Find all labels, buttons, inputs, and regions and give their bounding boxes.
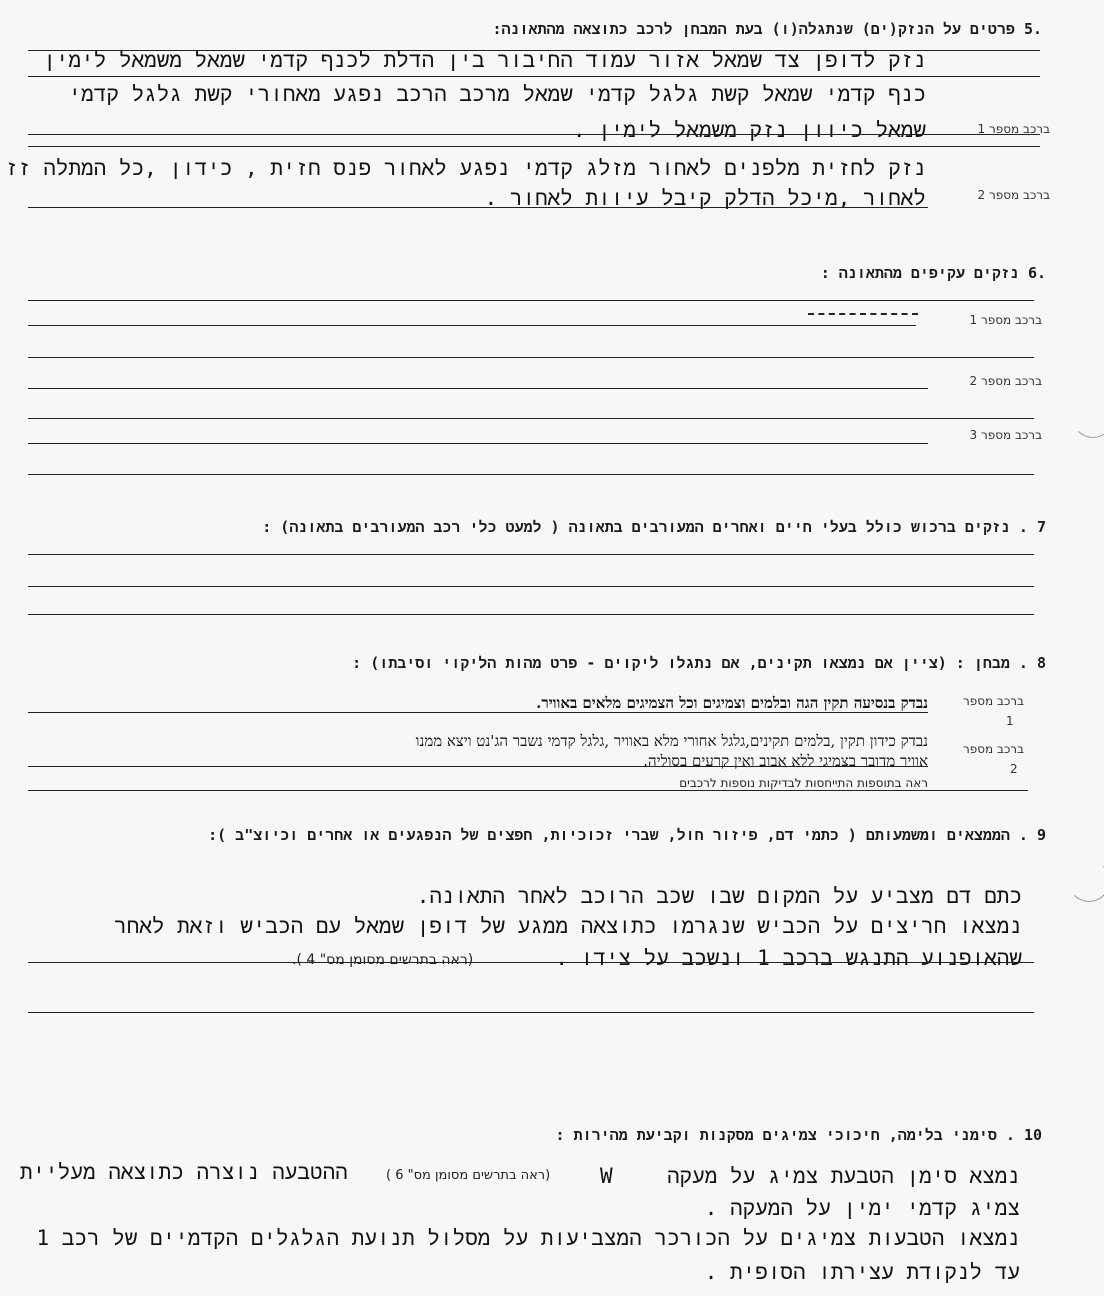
- section-8-vehicle-2-line-2: אוויר מדובר בצמיגי ללא אבוב ואין קרעים בסוליה.: [643, 752, 928, 770]
- section-9-line-1: כתם דם מצביע על המקום שבו שכב הרוכב לאחר התאונה.: [416, 884, 1022, 908]
- section-8-vehicle-1-number: 1: [1006, 714, 1014, 728]
- section-5-vehicle-1-line-1: נזק לדופן צד שמאל אזור עמוד החיבור בין הדלת לכנף קדמי שמאל משמאל לימין: [43, 48, 926, 72]
- section-8-heading: 8 . מבחן : (ציין אם נמצאו תקינים, אם נתגלו ליקוים - פרט מהות הליקוי וסיבתו) :: [352, 654, 1046, 672]
- section-8-vehicle-2-label: ברכב מספר: [962, 742, 1024, 756]
- answer-line: [28, 388, 928, 389]
- divider: [28, 76, 1040, 77]
- answer-line: [28, 300, 1034, 301]
- answer-line: [28, 418, 1034, 419]
- answer-line: [28, 207, 928, 208]
- section-8-vehicle-2-number: 2: [1010, 762, 1018, 776]
- answer-line: [28, 146, 1040, 147]
- section-5-heading: .5 פרטים על הנזק(ים) שנתגלה(ו) בעת המבחן לרכב כתוצאה מהתאונה:: [492, 20, 1042, 38]
- answer-line: [28, 325, 916, 326]
- answer-line: [28, 554, 1034, 555]
- answer-line: [28, 443, 928, 444]
- section-9-reference: (ראה בתרשים מסומן מס" 4 ).: [292, 952, 474, 968]
- section-5-vehicle-1-line-2: כנף קדמי שמאל קשת גלגל קדמי שמאל מרכב הרכב נפגע מאחורי קשת גלגל קדמי: [68, 82, 926, 106]
- section-10-line-1-mark: W: [600, 1164, 613, 1188]
- section-9-heading: 9 . הממצאים ומשמעותם ( כתמי דם, פיזור חול, שברי זכוכיות, חפצים של הנפגעים או אחרים וכיוצ"ב ):: [208, 826, 1046, 844]
- answer-line: [28, 586, 1034, 587]
- section-5-vehicle-1-label: ברכב מספר 1: [977, 122, 1050, 136]
- section-7-heading: 7 . נזקים ברכוש כולל בעלי חיים ואחרים המעורבים בתאונה ( למעט כלי רכב המעורבים בתאונה) :: [262, 518, 1046, 536]
- answer-line: [28, 474, 1034, 475]
- answer-line: [28, 962, 1034, 963]
- answer-line: [28, 134, 1040, 135]
- section-10-line-1-end: נמצא סימן הטבעת צמיג על מעקה: [666, 1164, 1020, 1188]
- section-6-vehicle-3-label: ברכב מספר 3: [969, 428, 1042, 442]
- dashed-mark: [808, 313, 918, 315]
- section-5-vehicle-2-line-2: לאחור ,מיכל הדלק קיבל עיוות לאחור .: [484, 186, 926, 210]
- answer-line: [28, 1012, 1034, 1013]
- section-5-vehicle-2-label: ברכב מספר 2: [977, 188, 1050, 202]
- section-10-line-2: צמיג קדמי ימין על המעקה .: [704, 1196, 1020, 1220]
- section-5-vehicle-2-line-1: נזק לחזית מלפנים לאחור מזלג קדמי נפגע לאחור פנס חזית , כידון ,כל המתלה זז: [5, 156, 926, 180]
- section-8-note: ראה בתוספות התייחסות לבדיקות נוספות לרכבים: [679, 776, 928, 790]
- section-8-vehicle-1-text: נבדק בנסיעה תקין הגה ובלמים וצמיגים וכל הצמיגים מלאים באוויר.: [536, 694, 928, 712]
- section-10-heading: 10 . סימני בלימה, חיכוכי צמיגים מסקנות וקביעת מהירות :: [555, 1126, 1042, 1144]
- section-10-line-1-reference: (ראה בתרשים מסומן מס" 6 ): [386, 1168, 551, 1183]
- section-9-line-3: שהאופנוע התנגש ברכב 1 ונשכב על צידו .: [555, 946, 1022, 970]
- section-6-vehicle-1-label: ברכב מספר 1: [969, 313, 1042, 327]
- section-6-heading: .6 נזקים עקיפים מהתאונה :: [820, 264, 1046, 282]
- punch-hole-mark: [1068, 860, 1104, 902]
- section-10-line-4: עד לנקודת עצירתו הסופית .: [704, 1260, 1020, 1284]
- section-6-vehicle-2-label: ברכב מספר 2: [969, 374, 1042, 388]
- section-10-line-1-start: ההטבעה נוצרה כתוצאה מעליית: [20, 1160, 348, 1184]
- section-9-line-2: נמצאו חריצים על הכביש שנגרמו כתוצאה ממגע של דופן שמאל עם הכביש וזאת לאחר: [114, 914, 1022, 938]
- section-8-vehicle-2-line-1: נבדק כידון תקין ,בלמים תקינים,גלגל אחורי מלא באוויר ,גלגל קדמי נשבר הג'נט ויצא ממנו: [415, 732, 928, 750]
- punch-hole-mark: [1072, 396, 1104, 438]
- answer-line: [28, 712, 928, 713]
- answer-line: [28, 614, 1034, 615]
- section-10-line-3: נמצאו הטבעות צמיגים על הכורכר המצביעות על מסלול תנועת הגלגלים הקדמיים של רכב 1: [36, 1226, 1020, 1250]
- answer-line: [28, 357, 1034, 358]
- answer-line: [28, 766, 928, 767]
- section-5-vehicle-1-line-3: שמאל כיוון נזק משמאל לימין .: [572, 118, 926, 142]
- answer-line: [28, 790, 1028, 791]
- section-8-vehicle-1-label: ברכב מספר: [962, 694, 1024, 708]
